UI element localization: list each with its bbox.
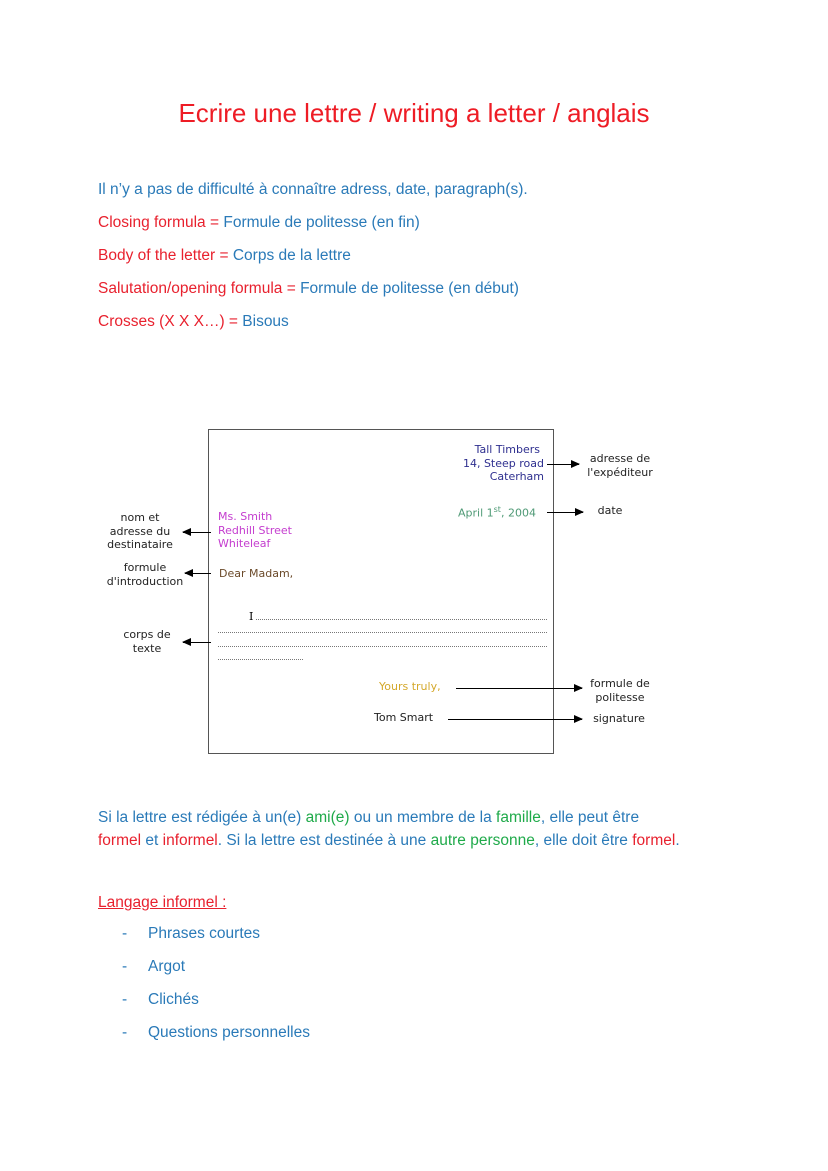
dash: - [122, 1024, 128, 1041]
body-line [218, 659, 303, 660]
closing: Yours truly, [379, 680, 441, 693]
text: , elle peut être [540, 809, 640, 826]
glossary-en: Body of the letter = [98, 247, 233, 264]
item-text: Phrases courtes [148, 925, 260, 942]
salutation: Dear Madam, [219, 567, 294, 580]
text: , elle doit être [534, 832, 633, 849]
body-line [218, 646, 547, 647]
text: et [141, 832, 163, 849]
label-line: formule [123, 561, 167, 574]
text: famille [496, 809, 541, 826]
text: formel [98, 832, 142, 849]
text: informel [162, 832, 218, 849]
text: autre personne [430, 832, 535, 849]
text: . Si la lettre est destinée à une [217, 832, 431, 849]
label-line: adresse de [589, 452, 651, 465]
intro-text: Il n’y a pas de difficulté à connaître adress, date, paragraph(s). [98, 181, 528, 198]
item-text: Clichés [148, 991, 199, 1008]
label-body [110, 628, 184, 655]
label-line: politesse [595, 690, 645, 704]
informal-heading: Langage informel : [98, 894, 227, 911]
label-line: formule de [590, 677, 650, 690]
letter-date [458, 503, 536, 520]
recipient-line: Ms. Smith [218, 510, 273, 523]
text: ou un membre de la [349, 809, 497, 826]
label-date: date [597, 504, 623, 517]
label-signature: signature [593, 712, 645, 725]
recipient-address [218, 510, 292, 551]
glossary-item [98, 214, 420, 232]
glossary-en: Salutation/opening formula = [98, 280, 301, 297]
list-item [98, 991, 310, 1024]
signature: Tom Smart [374, 711, 434, 724]
date-text: April 1 [458, 506, 494, 520]
glossary-fr: Formule de politesse (en fin) [223, 214, 420, 231]
glossary-en: Closing formula = [98, 214, 224, 231]
glossary-en: Crosses (X X X…) = [98, 313, 243, 330]
glossary-fr: Bisous [242, 313, 289, 330]
arrow-left-icon [183, 642, 211, 643]
recipient-line: Redhill Street [218, 523, 292, 537]
label-sender [568, 452, 672, 479]
body-line [218, 632, 547, 633]
formality-paragraph [98, 806, 758, 852]
arrow-right-icon [456, 688, 582, 689]
label-line: destinataire [107, 538, 173, 551]
label-intro [100, 561, 190, 588]
label-line: corps de [123, 628, 171, 641]
body-line [256, 619, 547, 620]
glossary-fr: Corps de la lettre [232, 247, 351, 264]
sender-line: Caterham [489, 470, 544, 483]
sender-address [430, 443, 544, 484]
informal-list [98, 925, 310, 1057]
list-item [98, 925, 310, 958]
glossary-item [98, 247, 351, 265]
label-line: l'expéditeur [587, 465, 653, 479]
sender-line: Tall Timbers [474, 443, 540, 456]
item-text: Questions personnelles [148, 1024, 310, 1041]
date-sup: st [493, 505, 501, 514]
page-title: Ecrire une lettre / writing a letter / anglais [178, 98, 650, 128]
glossary-item [98, 280, 519, 298]
list-item [98, 1024, 310, 1057]
label-recipient [98, 511, 182, 552]
sender-line: 14, Steep road [462, 456, 544, 470]
arrow-right-icon [448, 719, 582, 720]
label-line: d'introduction [106, 574, 184, 588]
body-start: I [249, 610, 254, 623]
label-line: texte [132, 641, 162, 655]
text: . [675, 832, 680, 849]
arrow-right-icon [547, 512, 583, 513]
dash: - [122, 958, 128, 975]
date-year: , 2004 [500, 506, 536, 520]
label-closing [572, 677, 668, 704]
arrow-right-icon [547, 464, 579, 465]
glossary-item [98, 313, 289, 331]
arrow-left-icon [183, 532, 211, 533]
glossary-fr: Formule de politesse (en début) [300, 280, 519, 297]
dash: - [122, 991, 128, 1008]
arrow-left-icon [185, 573, 211, 574]
label-line: adresse du [109, 524, 171, 538]
text: Si la lettre est rédigée à un(e) [98, 809, 306, 826]
text: formel [632, 832, 676, 849]
dash: - [122, 925, 128, 942]
label-line: nom et [120, 511, 160, 524]
list-item [98, 958, 310, 991]
item-text: Argot [148, 958, 186, 975]
text: ami(e) [305, 809, 350, 826]
recipient-line: Whiteleaf [218, 537, 271, 550]
